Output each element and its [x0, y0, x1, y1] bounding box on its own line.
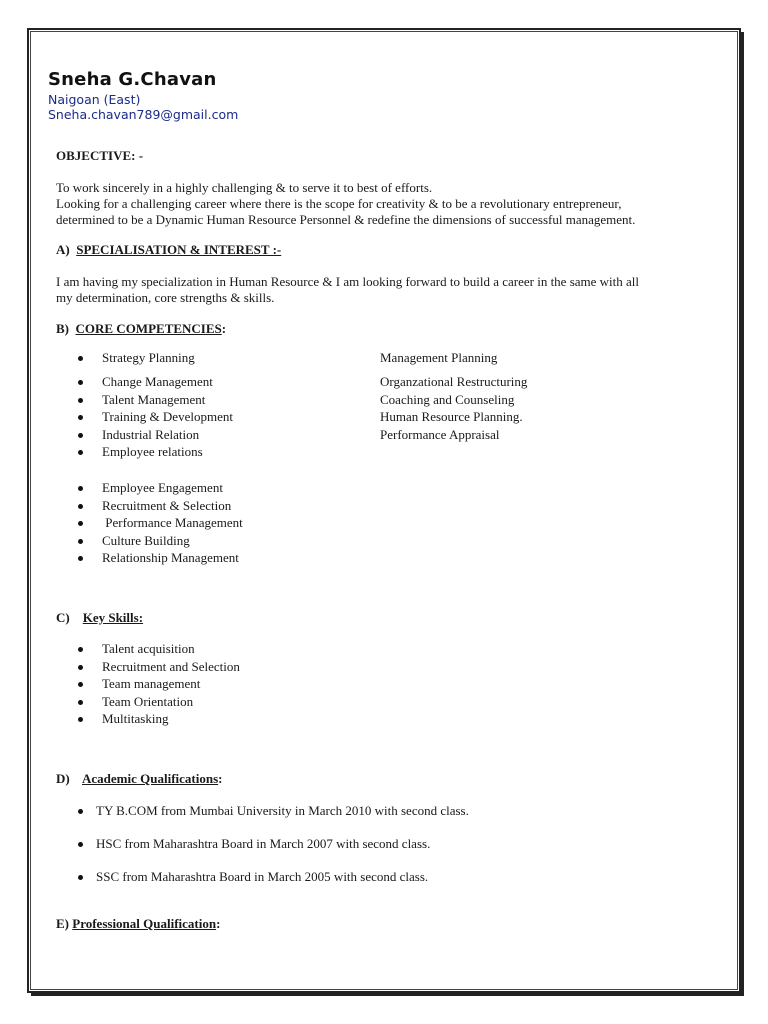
list-item: Multitasking	[78, 710, 240, 728]
section-suffix: :	[221, 321, 227, 336]
resume-header	[48, 68, 238, 122]
section-prefix: A)	[56, 242, 70, 257]
objective-body	[56, 180, 716, 228]
bullet-icon	[78, 504, 83, 509]
list-item: Employee Engagement	[78, 479, 243, 497]
section-suffix: :	[218, 771, 223, 786]
list-item: Team management	[78, 675, 240, 693]
bullet-icon	[78, 450, 83, 455]
section-title: SPECIALISATION & INTEREST :-	[76, 242, 282, 257]
bullet-icon	[78, 556, 83, 561]
list-item: Performance Management	[78, 514, 243, 532]
bullet-icon	[78, 415, 83, 420]
list-item: Recruitment & Selection	[78, 497, 243, 515]
list-item: Change Management	[78, 373, 233, 391]
specialisation-line: I am having my specialization in Human Resource & I am looking forward to build a career in the same with all	[56, 274, 640, 289]
list-item: Organzational Restructuring	[380, 374, 528, 389]
list-item: Coaching and Counseling	[380, 391, 515, 407]
bullet-icon	[78, 809, 83, 814]
bullet-icon	[78, 717, 83, 722]
list-item: SSC from Maharashtra Board in March 2005 with second class.	[78, 868, 428, 886]
objective-line: Looking for a challenging career where there is the scope for creativity & to be a revolutionary entrepreneur,	[56, 196, 622, 211]
key-skills-list	[78, 640, 240, 728]
bullet-icon	[78, 700, 83, 705]
section-prefix: C)	[56, 610, 70, 625]
bullet-icon	[78, 433, 83, 438]
core-competencies-heading	[56, 321, 226, 337]
list-item: Training & Development	[78, 408, 233, 426]
core-competencies-left-list-1	[78, 349, 195, 367]
professional-heading	[56, 916, 220, 932]
list-item: HSC from Maharashtra Board in March 2007 with second class.	[78, 835, 430, 853]
bullet-icon	[78, 356, 83, 361]
section-prefix: E)	[56, 916, 69, 931]
candidate-email: Sneha.chavan789@gmail.com	[48, 107, 239, 122]
list-item: Talent Management	[78, 391, 233, 409]
core-competencies-right-list-2	[380, 373, 527, 443]
list-item: Team Orientation	[78, 693, 240, 711]
list-item: Relationship Management	[78, 549, 243, 567]
list-item: Strategy Planning	[78, 349, 195, 367]
bullet-icon	[78, 682, 83, 687]
list-item: Talent acquisition	[78, 640, 240, 658]
core-competencies-right-list-1	[380, 349, 497, 367]
section-title: Professional Qualification	[72, 916, 217, 931]
specialisation-heading	[56, 242, 281, 258]
bullet-icon	[78, 875, 83, 880]
bullet-icon	[78, 842, 83, 847]
bullet-icon	[78, 521, 83, 526]
core-competencies-left-list-3	[78, 479, 243, 567]
objective-heading: OBJECTIVE: -	[56, 148, 144, 163]
core-competencies-left-list-2	[78, 373, 233, 461]
candidate-name: Sneha G.Chavan	[48, 69, 217, 90]
page-border-shadow-right	[741, 32, 744, 995]
list-item: TY B.COM from Mumbai University in March 2010 with second class.	[78, 802, 469, 820]
list-item: Human Resource Planning.	[380, 409, 523, 424]
list-item: Culture Building	[78, 532, 243, 550]
bullet-icon	[78, 539, 83, 544]
section-title: Academic Qualifications	[82, 771, 219, 786]
section-prefix: B)	[56, 321, 69, 336]
academic-list-item-2	[78, 835, 430, 853]
specialisation-line: my determination, core strengths & skills.	[56, 290, 275, 305]
list-item: Employee relations	[78, 443, 233, 461]
candidate-location: Naigoan (East)	[48, 92, 141, 107]
list-item: Industrial Relation	[78, 426, 233, 444]
section-prefix: D)	[56, 771, 70, 786]
bullet-icon	[78, 398, 83, 403]
section-title: CORE COMPETENCIES	[75, 321, 222, 336]
academic-list-item-1	[78, 802, 469, 820]
bullet-icon	[78, 380, 83, 385]
list-item: Recruitment and Selection	[78, 658, 240, 676]
bullet-icon	[78, 486, 83, 491]
objective-line: To work sincerely in a highly challenging & to serve it to best of efforts.	[56, 180, 433, 195]
academic-heading	[56, 771, 223, 787]
objective-line: determined to be a Dynamic Human Resource Personnel & redefine the dimensions of successful management.	[56, 212, 636, 227]
key-skills-heading	[56, 610, 143, 626]
page-border-shadow-bottom	[31, 993, 744, 996]
bullet-icon	[78, 647, 83, 652]
section-title: Key Skills:	[82, 610, 144, 625]
section-suffix: :	[216, 916, 221, 931]
list-item: Performance Appraisal	[380, 426, 500, 442]
bullet-icon	[78, 665, 83, 670]
list-item: Management Planning	[380, 350, 498, 365]
specialisation-body	[56, 274, 726, 306]
academic-list-item-3	[78, 868, 428, 886]
